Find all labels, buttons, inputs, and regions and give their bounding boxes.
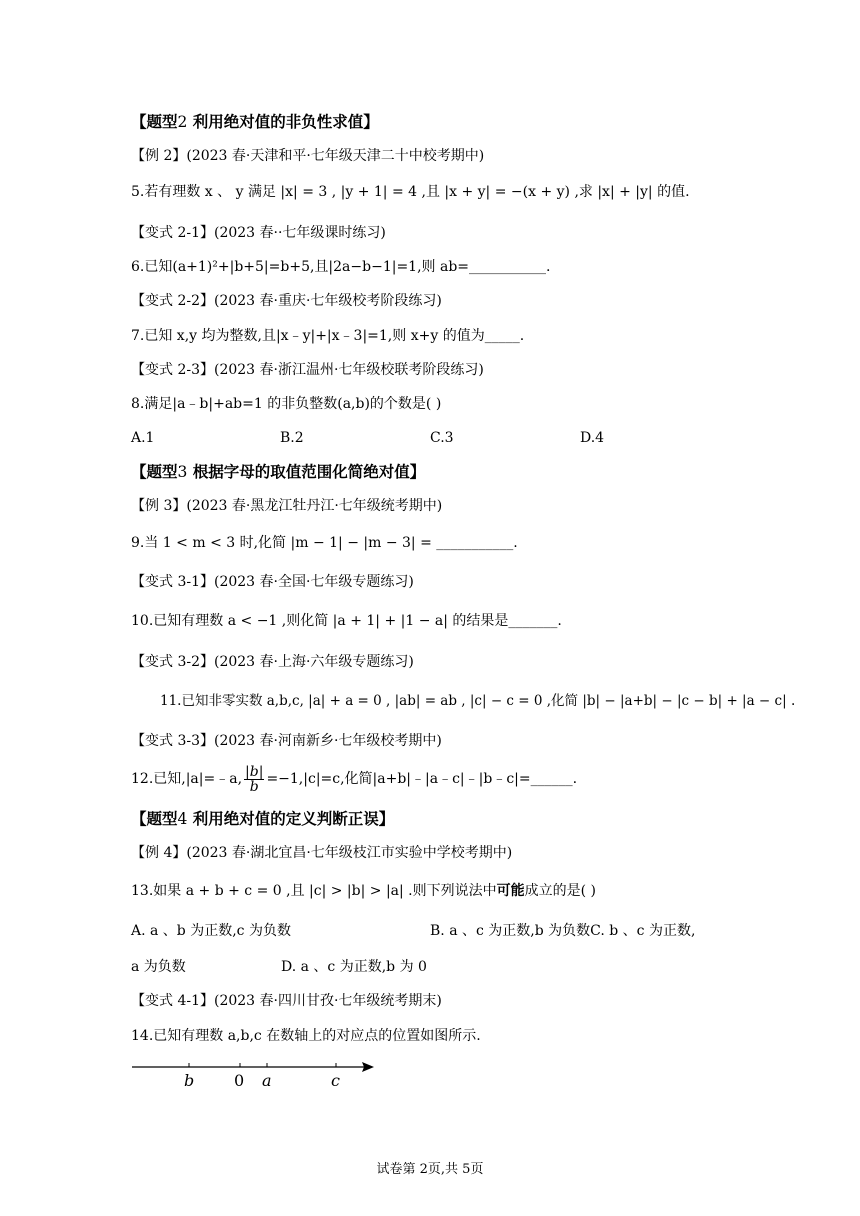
section-number: 2 <box>177 113 188 131</box>
section-prefix: 【题型 <box>131 809 178 828</box>
label-c: c <box>331 1071 340 1090</box>
question-13 <box>131 881 596 901</box>
q13-text-pre: 13.如果 a + b + c = 0 ,且 |c| > |b| > |a| .则下列说法中 <box>131 883 497 899</box>
q13-emphasis: 可能 <box>496 883 525 899</box>
q8-option-c: C.3 <box>430 430 454 446</box>
page-footer: 试卷第 2页,共 5页 <box>376 1162 484 1177</box>
question-12 <box>131 762 577 796</box>
q13-option-bc: B. a 、c 为正数,b 为负数C. b 、c 为正数, <box>430 923 696 939</box>
q12-text-pre: 12.已知,|a|=﹣a, <box>131 771 243 787</box>
q13-option-d: D. a 、c 为正数,b 为 0 <box>281 959 427 975</box>
label-b: b <box>184 1071 195 1090</box>
variant-tag-4-1: 【变式 4-1】(2023 春·四川甘孜·七年级统考期末) <box>131 993 442 1009</box>
question-14: 14.已知有理数 a,b,c 在数轴上的对应点的位置如图所示. <box>131 1028 481 1044</box>
section-heading-3 <box>131 462 425 482</box>
q12-text-post: =−1,|c|=c,化简|a+b|﹣|a﹣c|﹣|b﹣c|=______. <box>266 771 578 787</box>
fraction-numerator: |b| <box>245 763 264 780</box>
q13-text-post: 成立的是( ) <box>524 883 597 899</box>
q8-option-b: B.2 <box>280 430 304 446</box>
section-prefix: 【题型 <box>131 462 178 481</box>
q12-fraction <box>244 765 264 794</box>
fraction-denominator: b <box>249 778 259 795</box>
section-heading-2 <box>131 112 379 132</box>
section-prefix: 【题型 <box>131 112 178 131</box>
label-0: 0 <box>234 1071 245 1090</box>
example-tag-4: 【例 4】(2023 春·湖北宜昌·七年级枝江市实验中学校考期中) <box>131 845 513 861</box>
number-line <box>128 1056 388 1096</box>
label-a: a <box>262 1071 272 1090</box>
question-6: 6.已知(a+1)²+|b+5|=b+5,且|2a−b−1|=1,则 ab=___________. <box>131 259 551 275</box>
q13-option-a: A. a 、b 为正数,c 为负数 <box>131 923 291 939</box>
question-7: 7.已知 x,y 均为整数,且|x﹣y|+|x﹣3|=1,则 x+y 的值为_____. <box>131 328 525 344</box>
question-9: 9.当 1 < m < 3 时,化简 |m − 1| − |m − 3| = ___________. <box>131 535 518 551</box>
variant-tag-2-2: 【变式 2-2】(2023 春·重庆·七年级校考阶段练习) <box>131 293 442 309</box>
question-5: 5.若有理数 x 、 y 满足 |x| = 3 , |y + 1| = 4 ,且 |x + y| = −(x + y) ,求 |x| + |y| 的值. <box>131 184 690 200</box>
section-title: 利用绝对值的定义判断正误】 <box>192 809 395 828</box>
question-10: 10.已知有理数 a < −1 ,则化简 |a + 1| + |1 − a| 的结果是_______. <box>131 613 562 629</box>
variant-tag-3-1: 【变式 3-1】(2023 春·全国·七年级专题练习) <box>131 574 414 590</box>
section-title: 根据字母的取值范围化简绝对值】 <box>192 462 426 481</box>
q13-option-c-cont: a 为负数 <box>131 959 186 975</box>
variant-tag-3-3: 【变式 3-3】(2023 春·河南新乡·七年级校考期中) <box>131 733 442 749</box>
section-number: 4 <box>177 810 188 828</box>
variant-tag-3-2: 【变式 3-2】(2023 春·上海·六年级专题练习) <box>131 654 414 670</box>
q8-option-a: A.1 <box>131 430 155 446</box>
variant-tag-2-3: 【变式 2-3】(2023 春·浙江温州·七年级校联考阶段练习) <box>131 362 484 378</box>
q8-option-d: D.4 <box>580 430 605 446</box>
section-title: 利用绝对值的非负性求值】 <box>192 112 379 131</box>
section-heading-4 <box>131 809 394 829</box>
question-8: 8.满足|a﹣b|+ab=1 的非负整数(a,b)的个数是( ) <box>131 396 442 412</box>
example-tag-2: 【例 2】(2023 春·天津和平·七年级天津二十中校考期中) <box>131 148 485 164</box>
example-tag-3: 【例 3】(2023 春·黑龙江牡丹江·七年级统考期中) <box>131 498 443 514</box>
variant-tag-2-1: 【变式 2-1】(2023 春··七年级课时练习) <box>131 225 386 241</box>
section-number: 3 <box>177 463 188 481</box>
question-11: 11.已知非零实数 a,b,c, |a| + a = 0 , |ab| = ab , |c| − c = 0 ,化简 |b| − |a+b| − |c − b| + |a − c| . <box>160 693 796 709</box>
